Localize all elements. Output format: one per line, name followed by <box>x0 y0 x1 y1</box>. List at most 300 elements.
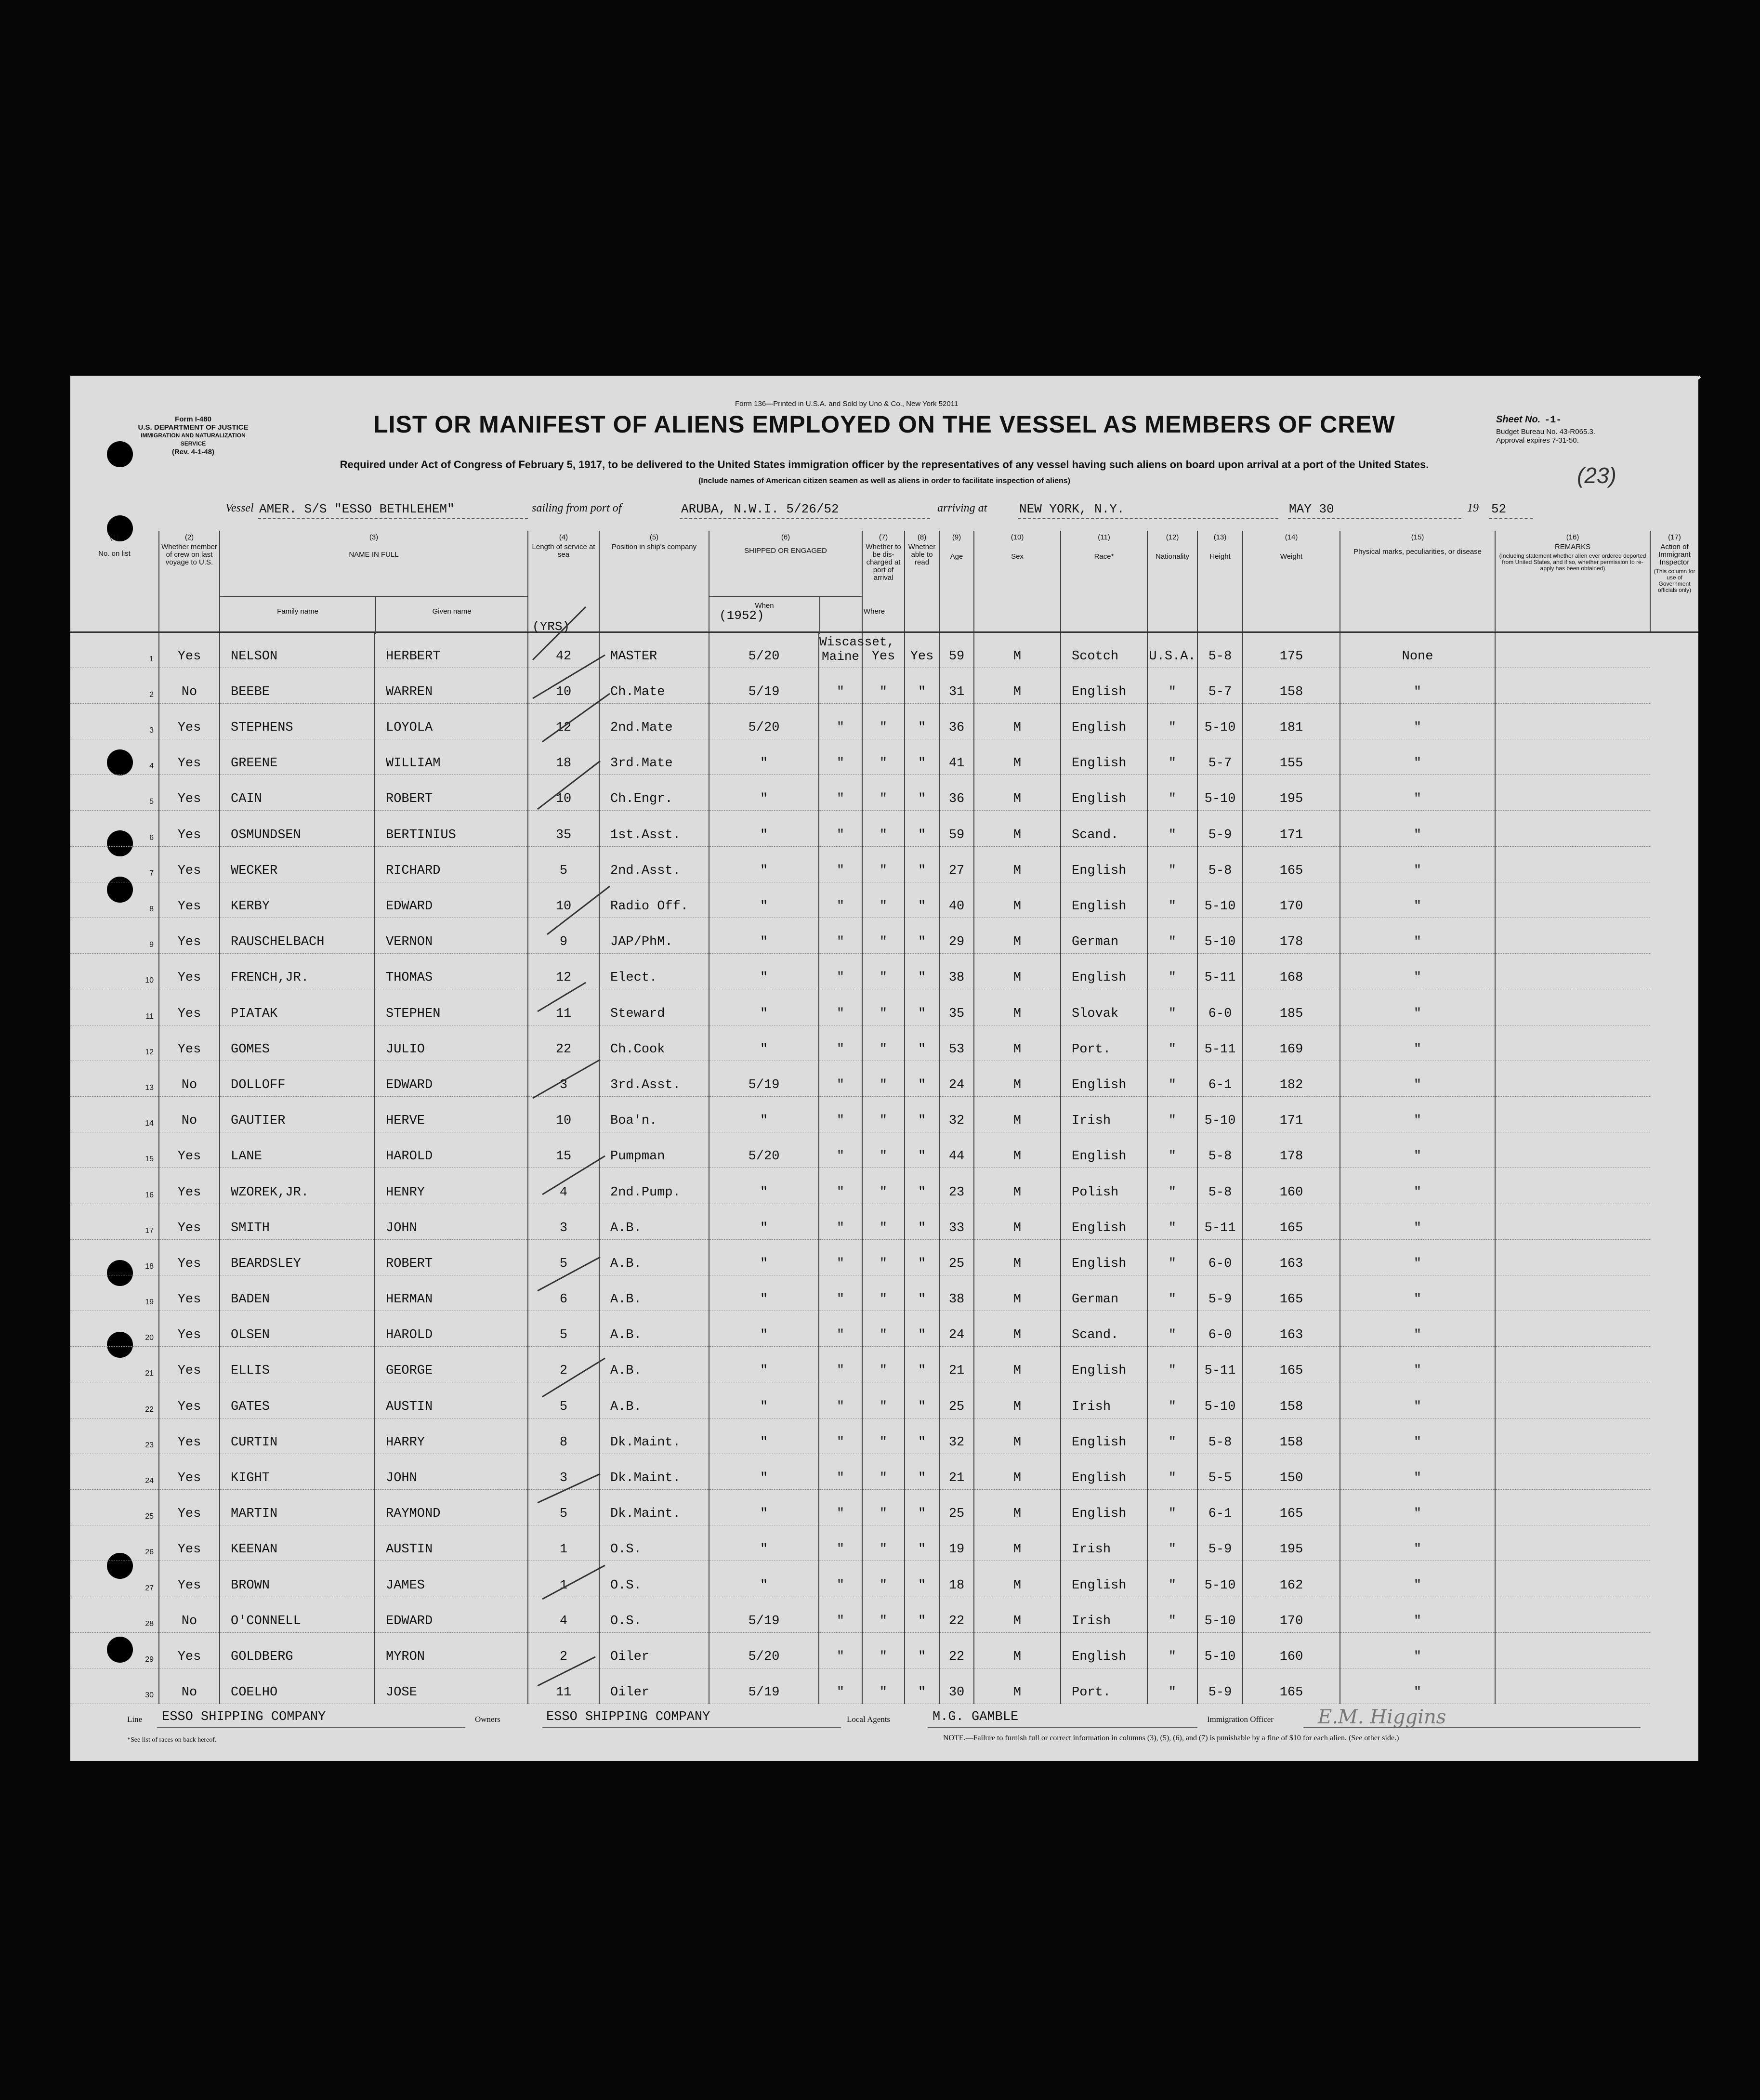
table-row <box>70 1132 1698 1168</box>
list-number-cell: 27 <box>70 1561 159 1597</box>
col-header-position: (5) Position in ship's company <box>599 531 709 632</box>
nationality-cell: " <box>1147 1025 1197 1061</box>
discharged-cell: " <box>862 811 905 846</box>
service-years-cell: 3 <box>528 1061 599 1096</box>
position-cell: Steward <box>599 989 709 1025</box>
sex-cell: M <box>974 775 1061 811</box>
race-cell: English <box>1061 775 1147 811</box>
sex-cell: M <box>974 954 1061 989</box>
position-cell: Boa'n. <box>599 1096 709 1132</box>
family-name-cell: WZOREK,JR. <box>220 1168 375 1204</box>
able-to-read-cell: " <box>905 918 939 954</box>
given-name-cell: HERMAN <box>375 1275 528 1311</box>
height-cell: 6-0 <box>1197 1239 1243 1275</box>
discharged-cell: " <box>862 989 905 1025</box>
discharged-cell: " <box>862 775 905 811</box>
height-cell: 6-1 <box>1197 1061 1243 1096</box>
physical-marks-cell: " <box>1340 1382 1495 1418</box>
shipped-when-cell: 5/19 <box>709 668 819 703</box>
shipped-where-cell: " <box>819 1490 862 1525</box>
sex-cell: M <box>974 918 1061 954</box>
able-to-read-cell: " <box>905 1204 939 1239</box>
nationality-cell: " <box>1147 1454 1197 1489</box>
able-to-read-cell: " <box>905 1525 939 1561</box>
list-number-cell: 1 <box>70 632 159 668</box>
shipped-where-cell: " <box>819 775 862 811</box>
able-to-read-cell: " <box>905 1454 939 1489</box>
nationality-cell: " <box>1147 1061 1197 1096</box>
shipped-when-cell: 5/19 <box>709 1668 819 1704</box>
age-cell: 21 <box>939 1454 974 1489</box>
list-number-cell: 6 <box>70 811 159 846</box>
service-years-cell: 8 <box>528 1418 599 1454</box>
table-row <box>70 1239 1698 1275</box>
sheet-number: Sheet No. -1- <box>1496 414 1562 426</box>
year-prefix: 19 <box>1467 502 1479 514</box>
sex-cell: M <box>974 1132 1061 1168</box>
family-name-cell: CURTIN <box>220 1418 375 1454</box>
discharged-cell: Yes <box>862 632 905 668</box>
shipped-when-cell: " <box>709 739 819 775</box>
last-voyage-cell: Yes <box>159 1025 220 1061</box>
given-name-cell: HAROLD <box>375 1132 528 1168</box>
family-name-cell: DOLLOFF <box>220 1061 375 1096</box>
col-header-service-length: (4) Length of service at sea (YRS) <box>528 531 599 632</box>
given-name-cell: STEPHEN <box>375 989 528 1025</box>
able-to-read-cell: " <box>905 775 939 811</box>
arriving-label: arriving at <box>937 502 987 514</box>
discharged-cell: " <box>862 1561 905 1597</box>
race-cell: English <box>1061 846 1147 882</box>
arrival-date: MAY 30 <box>1289 502 1334 516</box>
nationality-cell: " <box>1147 1525 1197 1561</box>
age-cell: 25 <box>939 1239 974 1275</box>
weight-cell: 158 <box>1243 1418 1340 1454</box>
shipped-where-cell: Wiscasset, Maine <box>819 632 862 668</box>
service-years-cell: 5 <box>528 1311 599 1347</box>
table-row <box>70 918 1698 954</box>
race-cell: English <box>1061 1418 1147 1454</box>
able-to-read-cell: " <box>905 1168 939 1204</box>
height-cell: 5-8 <box>1197 1418 1243 1454</box>
sex-cell: M <box>974 1561 1061 1597</box>
remarks-cell <box>1495 703 1650 739</box>
shipped-when-cell: 5/20 <box>709 1132 819 1168</box>
height-cell: 5-11 <box>1197 1204 1243 1239</box>
weight-cell: 158 <box>1243 668 1340 703</box>
remarks-cell <box>1495 1382 1650 1418</box>
shipped-when-cell: " <box>709 1096 819 1132</box>
shipped-when-cell: 5/19 <box>709 1061 819 1096</box>
weight-cell: 168 <box>1243 954 1340 989</box>
weight-cell: 162 <box>1243 1561 1340 1597</box>
shipped-where-cell: " <box>819 668 862 703</box>
owners-label: Owners <box>475 1715 500 1724</box>
age-cell: 29 <box>939 918 974 954</box>
physical-marks-cell: " <box>1340 846 1495 882</box>
table-row <box>70 1025 1698 1061</box>
shipped-where-cell: " <box>819 1096 862 1132</box>
service-years-cell: 1 <box>528 1561 599 1597</box>
shipped-when-cell: " <box>709 846 819 882</box>
able-to-read-cell: " <box>905 1311 939 1347</box>
age-cell: 36 <box>939 703 974 739</box>
physical-marks-cell: " <box>1340 1597 1495 1632</box>
table-row <box>70 1061 1698 1096</box>
family-name-cell: BADEN <box>220 1275 375 1311</box>
sex-cell: M <box>974 1418 1061 1454</box>
last-voyage-cell: Yes <box>159 846 220 882</box>
age-cell: 38 <box>939 954 974 989</box>
nationality-cell: " <box>1147 1132 1197 1168</box>
height-cell: 5-9 <box>1197 1275 1243 1311</box>
list-number-cell: 11 <box>70 989 159 1025</box>
races-note: *See list of races on back hereof. <box>127 1736 217 1744</box>
col-header-nationality: (12) Nationality <box>1147 531 1197 632</box>
owners-company: ESSO SHIPPING COMPANY <box>546 1710 710 1724</box>
family-name-cell: GATES <box>220 1382 375 1418</box>
nationality-cell: " <box>1147 1204 1197 1239</box>
col-header-sex: (10) Sex <box>974 531 1061 632</box>
remarks-cell <box>1495 1096 1650 1132</box>
last-voyage-cell: No <box>159 668 220 703</box>
shipped-when-cell: " <box>709 1454 819 1489</box>
able-to-read-cell: " <box>905 989 939 1025</box>
shipped-where-cell: " <box>819 1311 862 1347</box>
last-voyage-cell: Yes <box>159 1204 220 1239</box>
shipped-where-cell: " <box>819 739 862 775</box>
position-cell: Dk.Maint. <box>599 1490 709 1525</box>
list-number-cell: 29 <box>70 1632 159 1668</box>
position-cell: O.S. <box>599 1525 709 1561</box>
age-cell: 32 <box>939 1096 974 1132</box>
shipped-when-cell: " <box>709 989 819 1025</box>
remarks-cell <box>1495 989 1650 1025</box>
remarks-cell <box>1495 1597 1650 1632</box>
nationality-cell: " <box>1147 846 1197 882</box>
last-voyage-cell: Yes <box>159 1632 220 1668</box>
given-name-cell: JOHN <box>375 1454 528 1489</box>
given-name-cell: HERBERT <box>375 632 528 668</box>
discharged-cell: " <box>862 1311 905 1347</box>
weight-cell: 165 <box>1243 1204 1340 1239</box>
discharged-cell: " <box>862 1204 905 1239</box>
discharged-cell: " <box>862 1239 905 1275</box>
service-years-cell: 9 <box>528 918 599 954</box>
race-cell: Scotch <box>1061 632 1147 668</box>
last-voyage-cell: Yes <box>159 1311 220 1347</box>
age-cell: 59 <box>939 632 974 668</box>
family-name-cell: SMITH <box>220 1204 375 1239</box>
race-cell: Irish <box>1061 1525 1147 1561</box>
table-row <box>70 811 1698 846</box>
crew-table <box>70 531 1698 1704</box>
race-cell: Scand. <box>1061 811 1147 846</box>
remarks-cell <box>1495 846 1650 882</box>
service-years-cell: 12 <box>528 703 599 739</box>
sex-cell: M <box>974 1454 1061 1489</box>
discharged-cell: " <box>862 846 905 882</box>
service-years-cell: 11 <box>528 1668 599 1704</box>
remarks-cell <box>1495 1561 1650 1597</box>
family-name-cell: CAIN <box>220 775 375 811</box>
handwritten-page-number: (23) <box>1577 463 1616 488</box>
physical-marks-cell: " <box>1340 1096 1495 1132</box>
sex-cell: M <box>974 1275 1061 1311</box>
table-row <box>70 1490 1698 1525</box>
position-cell: Ch.Mate <box>599 668 709 703</box>
remarks-cell <box>1495 1454 1650 1489</box>
last-voyage-cell: Yes <box>159 1347 220 1382</box>
position-cell: O.S. <box>599 1561 709 1597</box>
given-name-cell: MYRON <box>375 1632 528 1668</box>
weight-cell: 160 <box>1243 1168 1340 1204</box>
list-number-cell: 26 <box>70 1525 159 1561</box>
service-years-cell: 2 <box>528 1347 599 1382</box>
col-header-age: (9) Age <box>939 531 974 632</box>
nationality-cell: " <box>1147 1418 1197 1454</box>
height-cell: 5-7 <box>1197 739 1243 775</box>
position-cell: 3rd.Mate <box>599 739 709 775</box>
shipped-when-cell: 5/19 <box>709 1597 819 1632</box>
nationality-cell: " <box>1147 1382 1197 1418</box>
shipped-where-cell: " <box>819 918 862 954</box>
race-cell: Irish <box>1061 1597 1147 1632</box>
discharged-cell: " <box>862 1632 905 1668</box>
form-identifier: Form I-480 U.S. DEPARTMENT OF JUSTICE IMMIGRATION AND NATURALIZATION SERVICE (Rev. 4-1-48) <box>138 415 249 456</box>
service-years-cell: 10 <box>528 668 599 703</box>
discharged-cell: " <box>862 1132 905 1168</box>
family-name-cell: RAUSCHELBACH <box>220 918 375 954</box>
weight-cell: 195 <box>1243 1525 1340 1561</box>
family-name-cell: OLSEN <box>220 1311 375 1347</box>
nationality-cell: " <box>1147 668 1197 703</box>
shipped-where-cell: " <box>819 1525 862 1561</box>
physical-marks-cell: " <box>1340 1275 1495 1311</box>
table-row <box>70 1454 1698 1489</box>
age-cell: 25 <box>939 1382 974 1418</box>
age-cell: 32 <box>939 1418 974 1454</box>
height-cell: 5-9 <box>1197 811 1243 846</box>
given-name-cell: VERNON <box>375 918 528 954</box>
arrival-port: NEW YORK, N.Y. <box>1019 502 1125 516</box>
nationality-cell: " <box>1147 1668 1197 1704</box>
race-cell: German <box>1061 918 1147 954</box>
physical-marks-cell: " <box>1340 775 1495 811</box>
family-name-cell: GREENE <box>220 739 375 775</box>
given-name-cell: HARRY <box>375 1418 528 1454</box>
sex-cell: M <box>974 703 1061 739</box>
height-cell: 5-10 <box>1197 1597 1243 1632</box>
age-cell: 31 <box>939 668 974 703</box>
shipped-where-cell: " <box>819 1061 862 1096</box>
weight-cell: 178 <box>1243 1132 1340 1168</box>
height-cell: 5-10 <box>1197 775 1243 811</box>
able-to-read-cell: " <box>905 1632 939 1668</box>
table-row <box>70 1632 1698 1668</box>
family-name-cell: BEEBE <box>220 668 375 703</box>
list-number-cell: 3 <box>70 703 159 739</box>
physical-marks-cell: " <box>1340 1490 1495 1525</box>
family-name-cell: WECKER <box>220 846 375 882</box>
given-name-cell: JOSE <box>375 1668 528 1704</box>
height-cell: 5-9 <box>1197 1668 1243 1704</box>
given-name-cell: WILLIAM <box>375 739 528 775</box>
family-name-cell: KEENAN <box>220 1525 375 1561</box>
height-cell: 5-11 <box>1197 954 1243 989</box>
given-name-cell: AUSTIN <box>375 1382 528 1418</box>
remarks-cell <box>1495 1311 1650 1347</box>
physical-marks-cell: " <box>1340 1632 1495 1668</box>
race-cell: English <box>1061 882 1147 918</box>
discharged-cell: " <box>862 1490 905 1525</box>
age-cell: 22 <box>939 1632 974 1668</box>
able-to-read-cell: " <box>905 954 939 989</box>
able-to-read-cell: " <box>905 882 939 918</box>
physical-marks-cell: " <box>1340 1061 1495 1096</box>
service-years-cell: 18 <box>528 739 599 775</box>
shipped-where-cell: " <box>819 1668 862 1704</box>
service-years-cell: 5 <box>528 846 599 882</box>
sex-cell: M <box>974 811 1061 846</box>
service-years-cell: 42 <box>528 632 599 668</box>
arrival-year: 52 <box>1491 502 1507 516</box>
last-voyage-cell: Yes <box>159 882 220 918</box>
height-cell: 6-1 <box>1197 1490 1243 1525</box>
position-cell: Radio Off. <box>599 882 709 918</box>
race-cell: English <box>1061 1239 1147 1275</box>
service-years-cell: 1 <box>528 1525 599 1561</box>
discharged-cell: " <box>862 1418 905 1454</box>
nationality-cell: " <box>1147 775 1197 811</box>
age-cell: 23 <box>939 1168 974 1204</box>
family-name-cell: ELLIS <box>220 1347 375 1382</box>
able-to-read-cell: " <box>905 846 939 882</box>
remarks-cell <box>1495 632 1650 668</box>
discharged-cell: " <box>862 1347 905 1382</box>
discharged-cell: " <box>862 1025 905 1061</box>
sex-cell: M <box>974 989 1061 1025</box>
weight-cell: 165 <box>1243 846 1340 882</box>
family-name-cell: STEPHENS <box>220 703 375 739</box>
table-row <box>70 703 1698 739</box>
physical-marks-cell: " <box>1340 1418 1495 1454</box>
col-header-name: (3) NAME IN FULL Family name Given name <box>220 531 528 632</box>
remarks-cell <box>1495 1168 1650 1204</box>
physical-marks-cell: " <box>1340 918 1495 954</box>
physical-marks-cell: " <box>1340 1525 1495 1561</box>
race-cell: Irish <box>1061 1382 1147 1418</box>
last-voyage-cell: Yes <box>159 703 220 739</box>
table-row <box>70 1168 1698 1204</box>
sex-cell: M <box>974 668 1061 703</box>
service-years-cell: 35 <box>528 811 599 846</box>
last-voyage-cell: No <box>159 1061 220 1096</box>
remarks-cell <box>1495 1239 1650 1275</box>
height-cell: 5-7 <box>1197 668 1243 703</box>
given-name-cell: EDWARD <box>375 1061 528 1096</box>
weight-cell: 160 <box>1243 1632 1340 1668</box>
agents-label: Local Agents <box>847 1715 891 1724</box>
weight-cell: 178 <box>1243 918 1340 954</box>
table-row <box>70 1311 1698 1347</box>
discharged-cell: " <box>862 1275 905 1311</box>
physical-marks-cell: " <box>1340 1454 1495 1489</box>
position-cell: Ch.Engr. <box>599 775 709 811</box>
family-name-cell: KERBY <box>220 882 375 918</box>
position-cell: 2nd.Pump. <box>599 1168 709 1204</box>
shipped-where-cell: " <box>819 1632 862 1668</box>
col-header-physical-marks: (15) Physical marks, peculiarities, or disease <box>1340 531 1495 632</box>
nationality-cell: " <box>1147 1632 1197 1668</box>
nationality-cell: " <box>1147 1561 1197 1597</box>
race-cell: Scand. <box>1061 1311 1147 1347</box>
able-to-read-cell: " <box>905 1597 939 1632</box>
discharged-cell: " <box>862 954 905 989</box>
discharged-cell: " <box>862 1382 905 1418</box>
remarks-cell <box>1495 668 1650 703</box>
physical-marks-cell: " <box>1340 1561 1495 1597</box>
local-agents: M.G. GAMBLE <box>933 1710 1019 1724</box>
family-name-cell: COELHO <box>220 1668 375 1704</box>
position-cell: Pumpman <box>599 1132 709 1168</box>
remarks-cell <box>1495 1025 1650 1061</box>
last-voyage-cell: Yes <box>159 1132 220 1168</box>
height-cell: 5-10 <box>1197 882 1243 918</box>
remarks-cell <box>1495 954 1650 989</box>
service-years-cell: 11 <box>528 989 599 1025</box>
col-header-discharged: (7) Whether to be dis-charged at port of arrival <box>862 531 905 632</box>
race-cell: English <box>1061 1454 1147 1489</box>
sex-cell: M <box>974 739 1061 775</box>
race-cell: Port. <box>1061 1025 1147 1061</box>
able-to-read-cell: " <box>905 1382 939 1418</box>
last-voyage-cell: Yes <box>159 632 220 668</box>
given-name-cell: RAYMOND <box>375 1490 528 1525</box>
able-to-read-cell: " <box>905 739 939 775</box>
race-cell: English <box>1061 954 1147 989</box>
printer-line: Form 136—Printed in U.S.A. and Sold by Uno & Co., New York 52011 <box>735 400 959 408</box>
shipped-where-cell: " <box>819 1204 862 1239</box>
physical-marks-cell: " <box>1340 1347 1495 1382</box>
service-years-cell: 10 <box>528 882 599 918</box>
position-cell: A.B. <box>599 1382 709 1418</box>
weight-cell: 150 <box>1243 1454 1340 1489</box>
table-row <box>70 668 1698 703</box>
given-name-cell: EDWARD <box>375 1597 528 1632</box>
list-number-cell: 18 <box>70 1239 159 1275</box>
legal-requirement: Required under Act of Congress of February 5, 1917, to be delivered to the United States immigration officer by the representatives of any vessel having such aliens on board upon arrival at a port of the United States. <box>340 459 1429 471</box>
remarks-cell <box>1495 811 1650 846</box>
discharged-cell: " <box>862 918 905 954</box>
race-cell: Irish <box>1061 1096 1147 1132</box>
remarks-cell <box>1495 1275 1650 1311</box>
age-cell: 38 <box>939 1275 974 1311</box>
race-cell: Slovak <box>1061 989 1147 1025</box>
given-name-cell: HERVE <box>375 1096 528 1132</box>
sex-cell: M <box>974 1096 1061 1132</box>
able-to-read-cell: " <box>905 1668 939 1704</box>
discharged-cell: " <box>862 1597 905 1632</box>
last-voyage-cell: Yes <box>159 1418 220 1454</box>
age-cell: 19 <box>939 1525 974 1561</box>
remarks-cell <box>1495 1525 1650 1561</box>
shipped-where-cell: " <box>819 1132 862 1168</box>
height-cell: 5-10 <box>1197 918 1243 954</box>
given-name-cell: GEORGE <box>375 1347 528 1382</box>
able-to-read-cell: " <box>905 703 939 739</box>
weight-cell: 165 <box>1243 1668 1340 1704</box>
